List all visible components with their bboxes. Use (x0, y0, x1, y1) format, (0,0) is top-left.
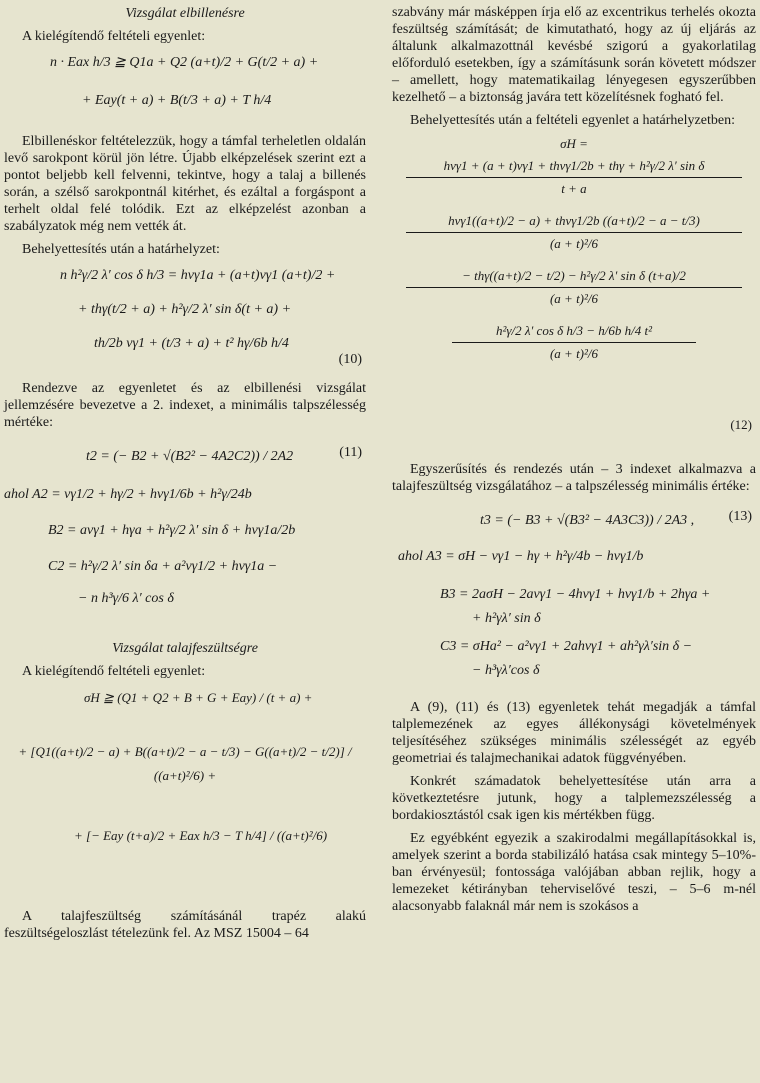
paragraph: Rendezve az egyenletet és az elbillenési vizsgálat jellemzésére bevezetve a 2. indexet, a minimális talpszélesség mértéke: (4, 381, 366, 430)
equation-11 (4, 437, 366, 477)
equation-coefficients-2 (4, 483, 366, 633)
equation-line: − h³γλ′cos δ (472, 663, 540, 678)
fraction-denominator: t + a (561, 181, 587, 196)
fraction-numerator: h²γ/2 λ′ cos δ h/3 − h/6b h/4 t² (452, 320, 696, 343)
equation-13 (392, 501, 756, 541)
section-heading-soil-stress: Vizsgálat talajfeszültségre (112, 641, 258, 656)
equation-line: σH ≧ (Q1 + Q2 + B + G + Eay) / (t + a) + (84, 690, 313, 705)
equation-coefficients-3 (392, 545, 756, 695)
equation-line: ahol A2 = vγ1/2 + hγ/2 + hvγ1/6b + h²γ/24b (4, 487, 252, 502)
paragraph: szabvány már másképpen írja elő az excentrikus terhelés okozta feszültség számítását; de kimutatható, hogy az új eljárás az általunk alkalmazottnál kevésbé szigorú a gyakorlatilag előforduló esetekben, így a számításunk során követett módszer – amellett, hogy matematikailag lényegesen egyszerűbben kezelhető – a biztonság javára tett közelítésnek fogható fel. (392, 5, 756, 105)
equation-line: − n h³γ/6 λ′ cos δ (78, 591, 174, 606)
fraction-numerator: hvγ1 + (a + t)vγ1 + thvγ1/2b + thγ + h²γ/2 λ′ sin δ (406, 155, 742, 178)
equation-fraction (392, 210, 756, 255)
fraction-denominator: (a + t)²/6 (549, 291, 599, 306)
equation-number: (11) (339, 445, 362, 460)
equation-line: C2 = h²γ/2 λ′ sin δa + a²vγ1/2 + hvγ1a − (48, 559, 278, 574)
equation-line: σH = (560, 136, 588, 151)
paragraph: Behelyettesítés után a határhelyzet: (22, 242, 220, 257)
paragraph: A kielégítendő feltételi egyenlet: (22, 29, 206, 44)
fraction-denominator: (a + t)²/6 (549, 236, 599, 251)
equation-number: (13) (728, 509, 752, 524)
equation-line: + h²γλ′ sin δ (472, 611, 541, 626)
paragraph: Egyszerűsítés és rendezés után – 3 indexet alkalmazva a talajfeszültség vizsgálatához – a talpszélesség minimális értéke: (392, 462, 756, 494)
equation-line: + [− Eay (t+a)/2 + Eax h/3 − T h/4] / ((a+t)²/6) (74, 828, 328, 843)
equation-line: + thγ(t/2 + a) + h²γ/2 λ′ sin δ(t + a) + (78, 302, 292, 317)
fraction-numerator: − thγ((a+t)/2 − t/2) − h²γ/2 λ′ sin δ (t+a)/2 (406, 265, 742, 288)
equation-line: + Eay(t + a) + B(t/3 + a) + T h/4 (82, 93, 272, 108)
equation-fraction (392, 155, 756, 200)
paragraph: A talajfeszültség számításánál trapéz alakú feszültségeloszlást tételezünk fel. Az MSZ 15004 – 64 (4, 909, 366, 941)
equation-tipping-condition (4, 51, 366, 129)
equation-line: B3 = 2aσH − 2avγ1 − 4hvγ1 + hvγ1/b + 2hγa + (440, 587, 711, 602)
equation-fraction (392, 320, 756, 365)
paragraph: Konkrét számadatok behelyettesítése után arra a következtetésre jutunk, hogy a talplemezszélesség a bordakiosztástól csak igen kis mértékben függ. (392, 774, 756, 823)
paragraph: Behelyettesítés után a feltételi egyenlet a határhelyzetben: (410, 113, 735, 128)
equation-line: ahol A3 = σH − vγ1 − hγ + h²γ/4b − hvγ1/b (398, 549, 644, 564)
fraction-numerator: hvγ1((a+t)/2 − a) + thvγ1/2b ((a+t)/2 − a − t/3) (406, 210, 742, 233)
equation-line: t2 = (− B2 + √(B2² − 4A2C2)) / 2A2 (86, 449, 294, 464)
equation-fraction (392, 265, 756, 310)
equation-line: B2 = avγ1 + hγa + h²γ/2 λ′ sin δ + hvγ1a/2b (48, 523, 296, 538)
equation-number: (12) (730, 417, 752, 432)
paragraph: A (9), (11) és (13) egyenletek tehát megadják a támfal talplemezének az egyes állékonysági követelmények teljesítéséhez szükséges minimális szélességét az egyéb geometriai és talajmechanikai adatok függvényében. (392, 700, 756, 766)
left-column (4, 4, 366, 948)
paragraph: A kielégítendő feltételi egyenlet: (22, 664, 206, 679)
equation-12 (392, 135, 756, 457)
equation-number: (10) (338, 352, 362, 367)
equation-line: th/2b vγ1 + (t/3 + a) + t² hγ/6b h/4 (94, 336, 289, 351)
right-column (392, 4, 756, 921)
equation-soil-stress-condition (4, 686, 366, 904)
fraction-denominator: (a + t)²/6 (549, 346, 599, 361)
equation-10 (4, 264, 366, 376)
section-heading-tipping: Vizsgálat elbillenésre (125, 6, 245, 21)
equation-line: n h²γ/2 λ′ cos δ h/3 = hvγ1a + (a+t)vγ1 (a+t)/2 + (60, 268, 336, 283)
equation-line: t3 = (− B3 + √(B3² − 4A3C3)) / 2A3 , (480, 513, 695, 528)
paragraph: Ez egyébként egyezik a szakirodalmi megállapításokkal is, amelyek szerint a borda stabilizáló hatása csak mintegy 5–10%-ban érvényesül; fontossága valójában abban rejlik, hogy a lemezeket kétirányban teherviselővé teszi, – 5–6 m-nél alacsonyabb falaknál már nem is szokásos a (392, 831, 756, 914)
equation-line: + [Q1((a+t)/2 − a) + B((a+t)/2 − a − t/3) − G((a+t)/2 − t/2)] / ((a+t)²/6) + (18, 744, 352, 783)
paragraph: Elbillenéskor feltételezzük, hogy a támfal terheletlen oldalán levő sarokpont körül jön létre. Újabb elképzelések szerint ezt a pontot beljebb kell felvenni, tekintve, hogy a talaj a billenés során, a szélső sarokpontnál kitérhet, és ezáltal a forgáspont a terhelt oldal felé tolódik. Ezt az elképzelést azonban a szabályzatok még nem vették át. (4, 134, 366, 234)
equation-line: n · Eax h/3 ≧ Q1a + Q2 (a+t)/2 + G(t/2 + a) + (50, 55, 319, 70)
equation-line: C3 = σHa² − a²vγ1 + 2ahvγ1 + ah²γλ′sin δ − (440, 639, 693, 654)
